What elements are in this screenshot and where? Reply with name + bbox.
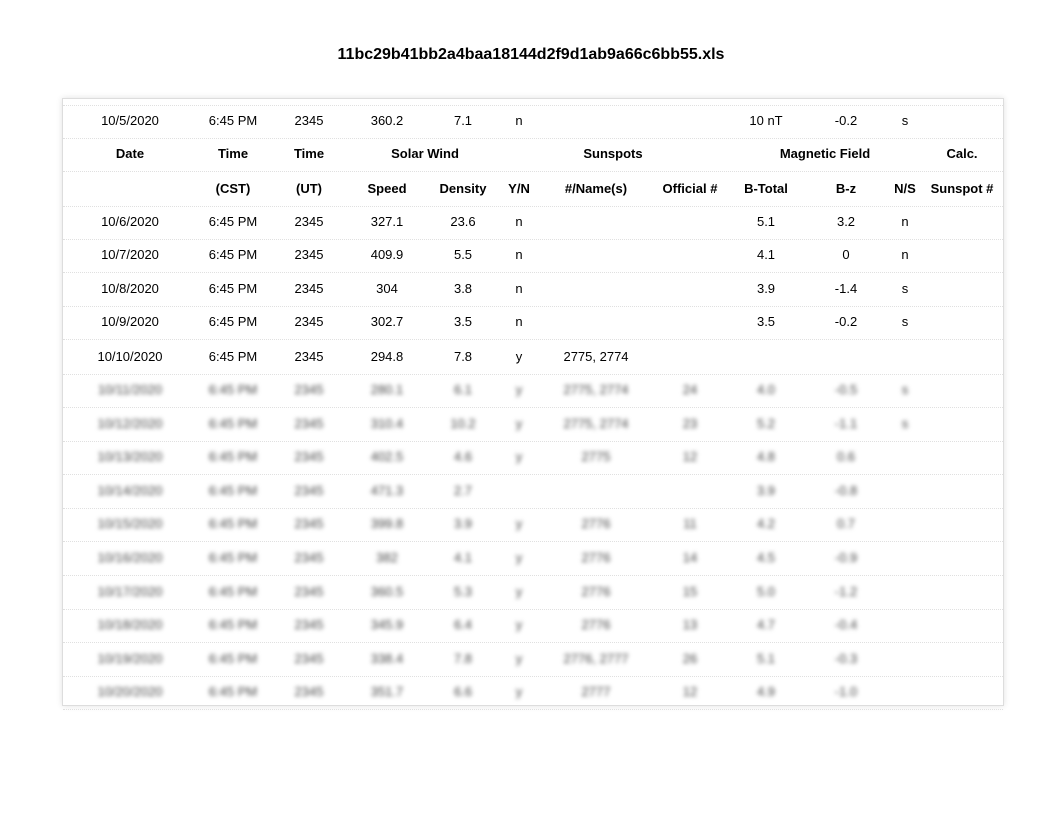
grid-line [63, 609, 1003, 610]
blurred-row-10-time-ut: 2345 [294, 684, 324, 699]
blurred-row-1-official-count: 24 [682, 382, 698, 397]
blurred-row-2-density: 10.2 [450, 416, 476, 431]
grid-line [63, 474, 1003, 475]
blurred-row-6-sunspot-names: 2776 [581, 550, 611, 565]
blurred-row-5-density: 3.9 [453, 516, 473, 531]
blurred-row-9-density: 7.8 [453, 651, 473, 666]
grid-line [63, 575, 1003, 576]
blurred-row-3-density: 4.6 [453, 449, 473, 464]
subheader-density: Density [439, 181, 487, 196]
blurred-row-10-official-count: 12 [682, 684, 698, 699]
table-row-3-b-z: -1.4 [834, 281, 858, 296]
cell-top-b-total: 10 nT [749, 113, 783, 128]
blurred-row-2-speed: 310.4 [370, 416, 404, 431]
blurred-row-5-yn: y [515, 516, 523, 531]
table-row-2-density: 5.5 [453, 247, 473, 262]
blurred-row-9-yn: y [515, 651, 523, 666]
blurred-row-2-sunspot-names: 2775, 2774 [563, 416, 629, 431]
cell-top-b-z: -0.2 [834, 113, 858, 128]
blurred-row-8-speed: 345.9 [370, 617, 404, 632]
document-title: 11bc29b41bb2a4baa18144d2f9d1ab9a66c6bb55.xls [337, 46, 725, 63]
table-row-1-time-cst: 6:45 PM [208, 214, 258, 229]
blurred-row-2-b-z: -1.1 [834, 416, 858, 431]
blurred-row-1-speed: 280.1 [370, 382, 404, 397]
table-row-2-date: 10/7/2020 [101, 247, 159, 262]
blurred-row-8-time-cst: 6:45 PM [208, 617, 258, 632]
blurred-row-4-date: 10/14/2020 [97, 483, 163, 498]
grid-line [63, 206, 1003, 207]
table-row-4-density: 3.5 [453, 314, 473, 329]
blurred-row-4-b-total: 3.9 [756, 483, 776, 498]
grid-line [63, 105, 1003, 106]
blurred-row-1-b-total: 4.0 [756, 382, 776, 397]
grid-line [63, 374, 1003, 375]
blurred-row-3-date: 10/13/2020 [97, 449, 163, 464]
grid-line [63, 709, 1003, 710]
table-row-3-date: 10/8/2020 [101, 281, 159, 296]
blurred-row-3-official-count: 12 [682, 449, 698, 464]
table-row-5-time-cst: 6:45 PM [208, 349, 258, 364]
cell-top-time-cst: 6:45 PM [208, 113, 258, 128]
header-date: Date [115, 146, 145, 161]
blurred-row-10-time-cst: 6:45 PM [208, 684, 258, 699]
table-row-4-yn: n [515, 314, 523, 329]
blurred-row-10-b-total: 4.9 [756, 684, 776, 699]
blurred-row-6-yn: y [515, 550, 523, 565]
blurred-row-2-yn: y [515, 416, 523, 431]
blurred-row-3-b-total: 4.8 [756, 449, 776, 464]
table-row-5-time-ut: 2345 [294, 349, 324, 364]
blurred-row-8-density: 6.4 [453, 617, 473, 632]
table-row-3-time-ut: 2345 [294, 281, 324, 296]
blurred-row-2-ns: s [901, 416, 909, 431]
grid-line [63, 441, 1003, 442]
table-row-5-sunspot-names: 2775, 2774 [563, 349, 629, 364]
blurred-row-1-date: 10/11/2020 [97, 382, 163, 397]
subheader-b-z: B-z [835, 181, 857, 196]
subheader-sunspot-names: #/Name(s) [564, 181, 628, 196]
blurred-row-2-time-cst: 6:45 PM [208, 416, 258, 431]
cell-top-date: 10/5/2020 [101, 113, 159, 128]
blurred-row-9-time-ut: 2345 [294, 651, 324, 666]
blurred-row-2-time-ut: 2345 [294, 416, 324, 431]
blurred-row-5-time-cst: 6:45 PM [208, 516, 258, 531]
blurred-row-7-time-ut: 2345 [294, 584, 324, 599]
grid-line [63, 642, 1003, 643]
grid-line [63, 508, 1003, 509]
table-row-1-speed: 327.1 [370, 214, 404, 229]
blurred-row-9-date: 10/19/2020 [97, 651, 163, 666]
blurred-row-6-time-ut: 2345 [294, 550, 324, 565]
blurred-row-2-b-total: 5.2 [756, 416, 776, 431]
blurred-row-5-official-count: 11 [683, 516, 697, 531]
table-row-3-speed: 304 [376, 281, 398, 296]
blurred-row-3-b-z: 0.6 [836, 449, 856, 464]
blurred-row-10-speed: 351.7 [370, 684, 404, 699]
table-row-2-time-cst: 6:45 PM [208, 247, 258, 262]
blurred-row-1-b-z: -0.5 [834, 382, 858, 397]
subheader-ns: N/S [894, 181, 916, 196]
blurred-row-10-b-z: -1.0 [834, 684, 858, 699]
cell-top-ns: s [901, 113, 909, 128]
subheader-time-ut: (UT) [296, 181, 322, 196]
blurred-row-1-yn: y [515, 382, 523, 397]
subheader-speed: Speed [367, 181, 407, 196]
grid-line [63, 171, 1003, 172]
blurred-row-3-time-cst: 6:45 PM [208, 449, 258, 464]
table-row-2-speed: 409.9 [370, 247, 404, 262]
header-magnetic-field: Magnetic Field [779, 146, 871, 161]
blurred-row-4-speed: 471.3 [370, 483, 404, 498]
table-row-2-b-total: 4.1 [756, 247, 776, 262]
blurred-row-7-speed: 360.5 [370, 584, 404, 599]
blurred-row-9-official-count: 26 [682, 651, 698, 666]
table-row-5-speed: 294.8 [370, 349, 404, 364]
cell-top-time-ut: 2345 [294, 113, 324, 128]
blurred-row-10-date: 10/20/2020 [97, 684, 163, 699]
table-row-5-yn: y [515, 349, 523, 364]
table-row-2-time-ut: 2345 [294, 247, 324, 262]
grid-line [63, 676, 1003, 677]
table-row-5-density: 7.8 [453, 349, 473, 364]
blurred-row-7-b-total: 5.0 [756, 584, 776, 599]
cell-top-speed: 360.2 [370, 113, 404, 128]
table-row-4-time-ut: 2345 [294, 314, 324, 329]
grid-line [63, 138, 1003, 139]
table-row-4-speed: 302.7 [370, 314, 404, 329]
header-calc: Calc. [946, 146, 978, 161]
table-row-3-yn: n [515, 281, 523, 296]
blurred-row-4-density: 2.7 [453, 483, 473, 498]
blurred-row-9-time-cst: 6:45 PM [208, 651, 258, 666]
blurred-row-9-sunspot-names: 2776, 2777 [563, 651, 629, 666]
header-solar-wind: Solar Wind [391, 146, 459, 161]
table-row-5-date: 10/10/2020 [97, 349, 163, 364]
blurred-row-3-yn: y [515, 449, 523, 464]
table-row-4-ns: s [901, 314, 909, 329]
grid-line [63, 306, 1003, 307]
table-row-2-b-z: 0 [842, 247, 850, 262]
blurred-row-8-official-count: 13 [682, 617, 698, 632]
table-row-1-time-ut: 2345 [294, 214, 324, 229]
table-row-3-b-total: 3.9 [756, 281, 776, 296]
table-row-4-b-z: -0.2 [834, 314, 858, 329]
blurred-row-6-speed: 382 [376, 550, 398, 565]
grid-line [63, 541, 1003, 542]
table-row-1-yn: n [515, 214, 523, 229]
table-row-3-density: 3.8 [453, 281, 473, 296]
blurred-row-1-time-ut: 2345 [294, 382, 324, 397]
blurred-row-5-b-z: 0.7 [836, 516, 856, 531]
blurred-row-4-b-z: -0.8 [834, 483, 858, 498]
blurred-row-7-density: 5.3 [453, 584, 473, 599]
blurred-row-8-time-ut: 2345 [294, 617, 324, 632]
blurred-row-9-b-total: 5.1 [756, 651, 776, 666]
table-row-2-yn: n [515, 247, 523, 262]
blurred-row-7-time-cst: 6:45 PM [208, 584, 258, 599]
blurred-row-2-official-count: 23 [682, 416, 698, 431]
blurred-row-5-sunspot-names: 2776 [581, 516, 611, 531]
table-row-1-density: 23.6 [450, 214, 476, 229]
blurred-row-8-b-z: -0.4 [834, 617, 858, 632]
table-row-1-ns: n [901, 214, 909, 229]
blurred-row-1-time-cst: 6:45 PM [208, 382, 258, 397]
blurred-row-7-b-z: -1.2 [834, 584, 858, 599]
blurred-row-1-ns: s [901, 382, 909, 397]
table-row-4-time-cst: 6:45 PM [208, 314, 258, 329]
blurred-row-8-b-total: 4.7 [756, 617, 776, 632]
blurred-row-2-date: 10/12/2020 [97, 416, 163, 431]
grid-line [63, 339, 1003, 340]
blurred-row-6-b-total: 4.5 [756, 550, 776, 565]
blurred-row-8-sunspot-names: 2776 [581, 617, 611, 632]
blurred-row-5-date: 10/15/2020 [97, 516, 163, 531]
subheader-time-cst: (CST) [215, 181, 251, 196]
blurred-row-7-sunspot-names: 2776 [581, 584, 611, 599]
blurred-row-7-yn: y [515, 584, 523, 599]
blurred-row-5-time-ut: 2345 [294, 516, 324, 531]
subheader-yn: Y/N [508, 181, 530, 196]
header-time: Time [217, 146, 249, 161]
table-row-1-b-total: 5.1 [756, 214, 776, 229]
grid-line [63, 239, 1003, 240]
blurred-row-5-b-total: 4.2 [756, 516, 776, 531]
blurred-row-3-time-ut: 2345 [294, 449, 324, 464]
table-row-3-ns: s [901, 281, 909, 296]
cell-top-yn: n [515, 113, 523, 128]
blurred-row-4-time-ut: 2345 [294, 483, 324, 498]
blurred-row-10-yn: y [515, 684, 523, 699]
blurred-row-1-density: 6.1 [453, 382, 473, 397]
blurred-row-9-b-z: -0.3 [834, 651, 858, 666]
subheader-b-total: B-Total [744, 181, 788, 196]
blurred-row-3-sunspot-names: 2775 [581, 449, 611, 464]
blurred-row-4-time-cst: 6:45 PM [208, 483, 258, 498]
blurred-row-6-b-z: -0.9 [834, 550, 858, 565]
blurred-row-6-official-count: 14 [682, 550, 698, 565]
header-time-ut: Time [293, 146, 325, 161]
table-row-2-ns: n [901, 247, 909, 262]
table-row-4-date: 10/9/2020 [101, 314, 159, 329]
subheader-calc-sunspot: Sunspot # [930, 181, 994, 196]
blurred-row-6-time-cst: 6:45 PM [208, 550, 258, 565]
header-sunspots: Sunspots [583, 146, 643, 161]
spreadsheet-table [62, 98, 1004, 706]
table-row-1-date: 10/6/2020 [101, 214, 159, 229]
blurred-row-6-date: 10/16/2020 [97, 550, 163, 565]
blurred-row-7-official-count: 15 [682, 584, 698, 599]
blurred-row-10-density: 6.6 [453, 684, 473, 699]
blurred-row-7-date: 10/17/2020 [97, 584, 163, 599]
table-row-4-b-total: 3.5 [756, 314, 776, 329]
table-row-3-time-cst: 6:45 PM [208, 281, 258, 296]
grid-line [63, 272, 1003, 273]
blurred-row-6-density: 4.1 [453, 550, 473, 565]
blurred-row-8-yn: y [515, 617, 523, 632]
subheader-official-count: Official # [662, 181, 718, 196]
cell-top-density: 7.1 [453, 113, 473, 128]
blurred-row-9-speed: 338.4 [370, 651, 404, 666]
blurred-row-8-date: 10/18/2020 [97, 617, 163, 632]
blurred-row-1-sunspot-names: 2775, 2774 [563, 382, 629, 397]
blurred-row-5-speed: 399.8 [370, 516, 404, 531]
blurred-row-3-speed: 402.5 [370, 449, 404, 464]
table-row-1-b-z: 3.2 [836, 214, 856, 229]
grid-line [63, 407, 1003, 408]
blurred-row-10-sunspot-names: 2777 [581, 684, 611, 699]
